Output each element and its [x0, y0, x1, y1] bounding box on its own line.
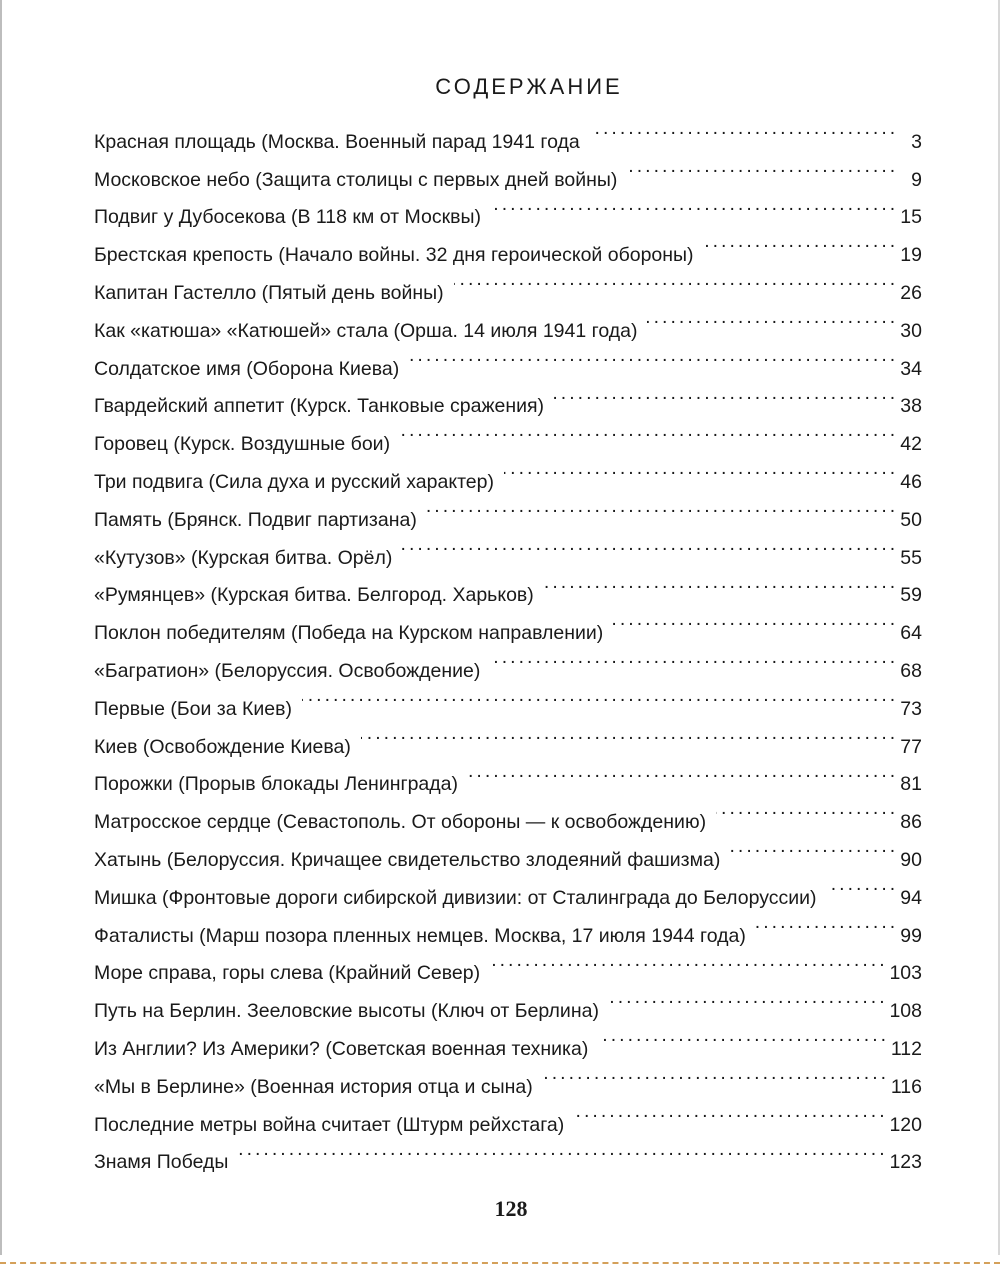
toc-entry-title: Память (Брянск. Подвиг партизана) — [94, 508, 417, 531]
toc-entry-page: 90 — [900, 848, 922, 871]
toc-entry-page: 50 — [900, 508, 922, 531]
toc-entry-page: 81 — [900, 773, 922, 796]
toc-heading: СОДЕРЖАНИЕ — [435, 74, 623, 99]
toc-entry-page: 3 — [911, 130, 922, 153]
toc-leader-dots — [574, 1093, 883, 1131]
toc-entry-title: Подвиг у Дубосекова (В 118 км от Москвы) — [94, 206, 481, 229]
toc-leader-dots — [827, 866, 895, 904]
toc-entry-title: Матросское сердце (Севастополь. От обороны — к освобождению) — [94, 811, 707, 834]
toc-entry-page: 30 — [900, 319, 922, 342]
toc-leader-dots — [544, 564, 894, 602]
toc-leader-dots — [613, 601, 894, 639]
toc-entry-page: 94 — [900, 886, 922, 909]
toc-entry-title: Хатынь (Белоруссия. Кричащее свидетельство злодеяний фашизма) — [94, 848, 721, 871]
toc-leader-dots — [756, 904, 894, 942]
dashed-cut-line — [0, 1262, 1000, 1264]
toc-entry-page: 103 — [889, 962, 922, 985]
toc-entry-title: Киев (Освобождение Киева) — [94, 735, 351, 758]
toc-entry-page: 120 — [889, 1113, 922, 1136]
toc-leader-dots — [598, 1017, 885, 1055]
toc-entry-page: 46 — [900, 470, 922, 493]
toc-entry-title: Мишка (Фронтовые дороги сибирской дивизии: от Сталинграда до Белоруссии) — [94, 886, 817, 909]
toc-entry-title: Капитан Гастелло (Пятый день войны) — [94, 281, 444, 304]
toc-entry-page: 59 — [900, 584, 922, 607]
toc-entry-page: 108 — [889, 1000, 922, 1023]
toc-entry-title: Порожки (Прорыв блокады Ленинграда) — [94, 773, 458, 796]
toc-entry-page: 73 — [900, 697, 922, 720]
toc-leader-dots — [647, 299, 894, 337]
toc-entry-page: 34 — [900, 357, 922, 380]
toc-entry-title: Солдатское имя (Оборона Киева) — [94, 357, 400, 380]
toc-leader-dots — [704, 223, 894, 261]
toc-leader-dots — [302, 677, 894, 715]
toc-leader-dots — [609, 979, 884, 1017]
toc-entry-title: «Кутузов» (Курская битва. Орёл) — [94, 546, 393, 569]
toc-leader-dots — [554, 375, 894, 413]
table-of-contents — [94, 110, 922, 1174]
toc-leader-dots — [543, 1055, 885, 1093]
toc-entry-page: 77 — [900, 735, 922, 758]
toc-entry-title: Фаталисты (Марш позора пленных немцев. Москва, 17 июля 1944 года) — [94, 924, 746, 947]
toc-entry-page: 19 — [900, 244, 922, 267]
toc-entry-page: 68 — [900, 659, 922, 682]
toc-entry-title: «Румянцев» (Курская битва. Белгород. Харьков) — [94, 584, 534, 607]
page-number: 128 — [494, 1196, 528, 1221]
toc-entry-title: Путь на Берлин. Зееловские высоты (Ключ от Берлина) — [94, 1000, 599, 1023]
toc-leader-dots — [402, 526, 894, 564]
toc-entry-title: «Багратион» (Белоруссия. Освобождение) — [94, 659, 481, 682]
toc-leader-dots — [361, 715, 894, 753]
toc-entry-title: Три подвига (Сила духа и русский характер) — [94, 470, 494, 493]
toc-leader-dots — [716, 790, 894, 828]
toc-leader-dots — [504, 450, 894, 488]
toc-leader-dots — [627, 148, 894, 186]
toc-entry — [94, 110, 922, 153]
toc-entry-page: 55 — [900, 546, 922, 569]
toc-entry-page: 86 — [900, 811, 922, 834]
toc-entry-page: 26 — [900, 281, 922, 304]
toc-entry-title: Горовец (Курск. Воздушные бои) — [94, 433, 391, 456]
toc-entry-title: Московское небо (Защита столицы с первых дней войны) — [94, 168, 618, 191]
toc-entry-page: 116 — [890, 1075, 922, 1098]
toc-leader-dots — [491, 186, 894, 224]
toc-entry-page: 9 — [911, 168, 922, 191]
toc-leader-dots — [730, 828, 894, 866]
toc-entry-page: 15 — [900, 206, 922, 229]
toc-leader-dots — [468, 753, 894, 791]
toc-entry-page: 64 — [900, 622, 922, 645]
toc-entry-title: Из Англии? Из Америки? (Советская военная техника) — [94, 1037, 589, 1060]
toc-entry-title: «Мы в Берлине» (Военная история отца и сына) — [94, 1075, 533, 1098]
toc-entry-title: Море справа, горы слева (Крайний Север) — [94, 962, 481, 985]
toc-entry-title: Знамя Победы — [94, 1151, 229, 1174]
toc-entry-page: 38 — [900, 395, 922, 418]
toc-leader-dots — [238, 1131, 883, 1169]
toc-entry-page: 42 — [900, 433, 922, 456]
toc-entry-title: Гвардейский аппетит (Курск. Танковые сражения) — [94, 395, 545, 418]
toc-entry-title: Последние метры война считает (Штурм рейхстага) — [94, 1113, 565, 1136]
toc-leader-dots — [490, 639, 894, 677]
toc-leader-dots — [409, 337, 894, 375]
toc-entry-page: 99 — [900, 924, 922, 947]
toc-entry-title: Брестская крепость (Начало войны. 32 дня героической обороны) — [94, 244, 694, 267]
toc-leader-dots — [490, 942, 883, 980]
toc-entry-page: 123 — [889, 1151, 922, 1174]
toc-entry-title: Красная площадь (Москва. Военный парад 1941 года — [94, 130, 580, 153]
toc-entry-title: Первые (Бои за Киев) — [94, 697, 292, 720]
toc-leader-dots — [400, 412, 894, 450]
toc-leader-dots — [454, 261, 894, 299]
toc-entry-page: 112 — [890, 1037, 922, 1060]
toc-entry-title: Как «катюша» «Катюшей» стала (Орша. 14 июля 1941 года) — [94, 319, 638, 342]
toc-entry-title: Поклон победителям (Победа на Курском направлении) — [94, 622, 604, 645]
toc-leader-dots — [427, 488, 894, 526]
toc-leader-dots — [590, 110, 894, 148]
